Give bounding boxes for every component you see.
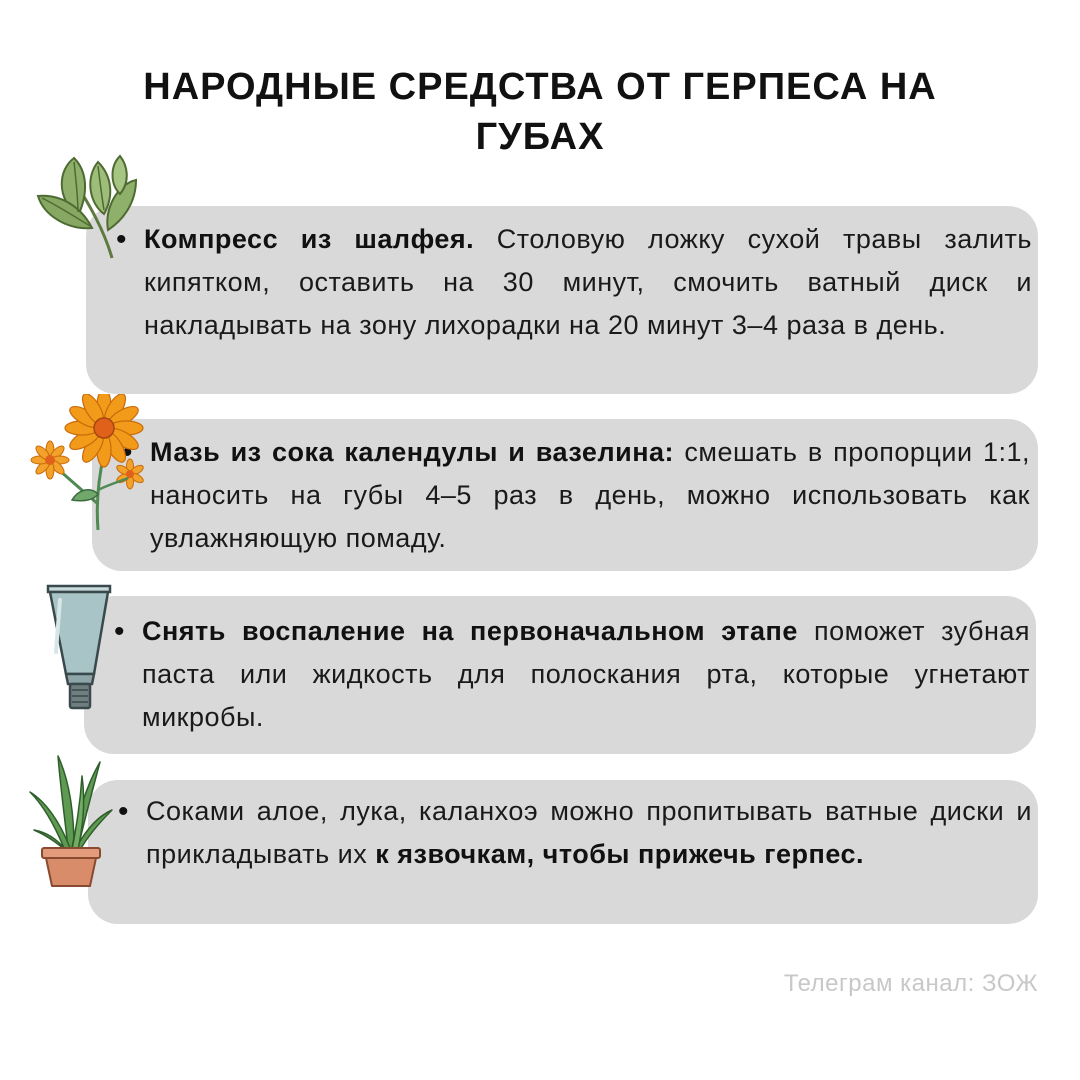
page-title-line-2: ГУБАХ: [475, 116, 605, 158]
remedy-text: поможет зубная паста или жидкость для полоскания рта, которые угнетают микробы.: [142, 616, 1030, 732]
remedy-card-toothpaste: [84, 596, 1036, 754]
remedy-bold-text: Компресс из шалфея.: [144, 224, 475, 254]
remedy-bold-text: Мазь из сока календулы и вазелина:: [150, 437, 675, 467]
telegram-channel-label: Телеграм канал: ЗОЖ: [783, 970, 1038, 997]
page-title-line-1: НАРОДНЫЕ СРЕДСТВА ОТ ГЕРПЕСА НА: [143, 66, 937, 108]
remedy-item: [144, 218, 1032, 347]
remedy-item: [150, 431, 1030, 560]
remedy-bold-text: Снять воспаление на первоначальном этапе: [142, 616, 798, 646]
remedy-card-aloe: [88, 780, 1038, 924]
remedy-item: [142, 610, 1030, 739]
remedy-card-calendula: [92, 419, 1038, 571]
calendula-flower-icon: [28, 394, 146, 534]
remedy-item: [146, 790, 1032, 876]
remedy-bold-text: к язвочкам, чтобы прижечь герпес.: [375, 839, 864, 869]
page-title: [0, 62, 1080, 162]
remedy-text: смешать в пропорции 1:1, наносить на губы 4–5 раз в день, можно использовать как увлажняющую помаду.: [150, 437, 1030, 553]
remedy-text: Соками алое, лука, каланхоэ можно пропитывать ватные диски и прикладывать их: [146, 796, 1032, 869]
aloe-pot-icon: [28, 752, 114, 890]
toothpaste-tube-icon: [44, 582, 114, 714]
remedy-card-sage: [86, 206, 1038, 394]
remedy-text: Столовую ложку сухой травы залить кипятком, оставить на 30 минут, смочить ватный диск и накладывать на зону лихорадки на 20 минут 3–4 раза в день.: [144, 224, 1032, 340]
sage-leaves-icon: [34, 150, 140, 262]
